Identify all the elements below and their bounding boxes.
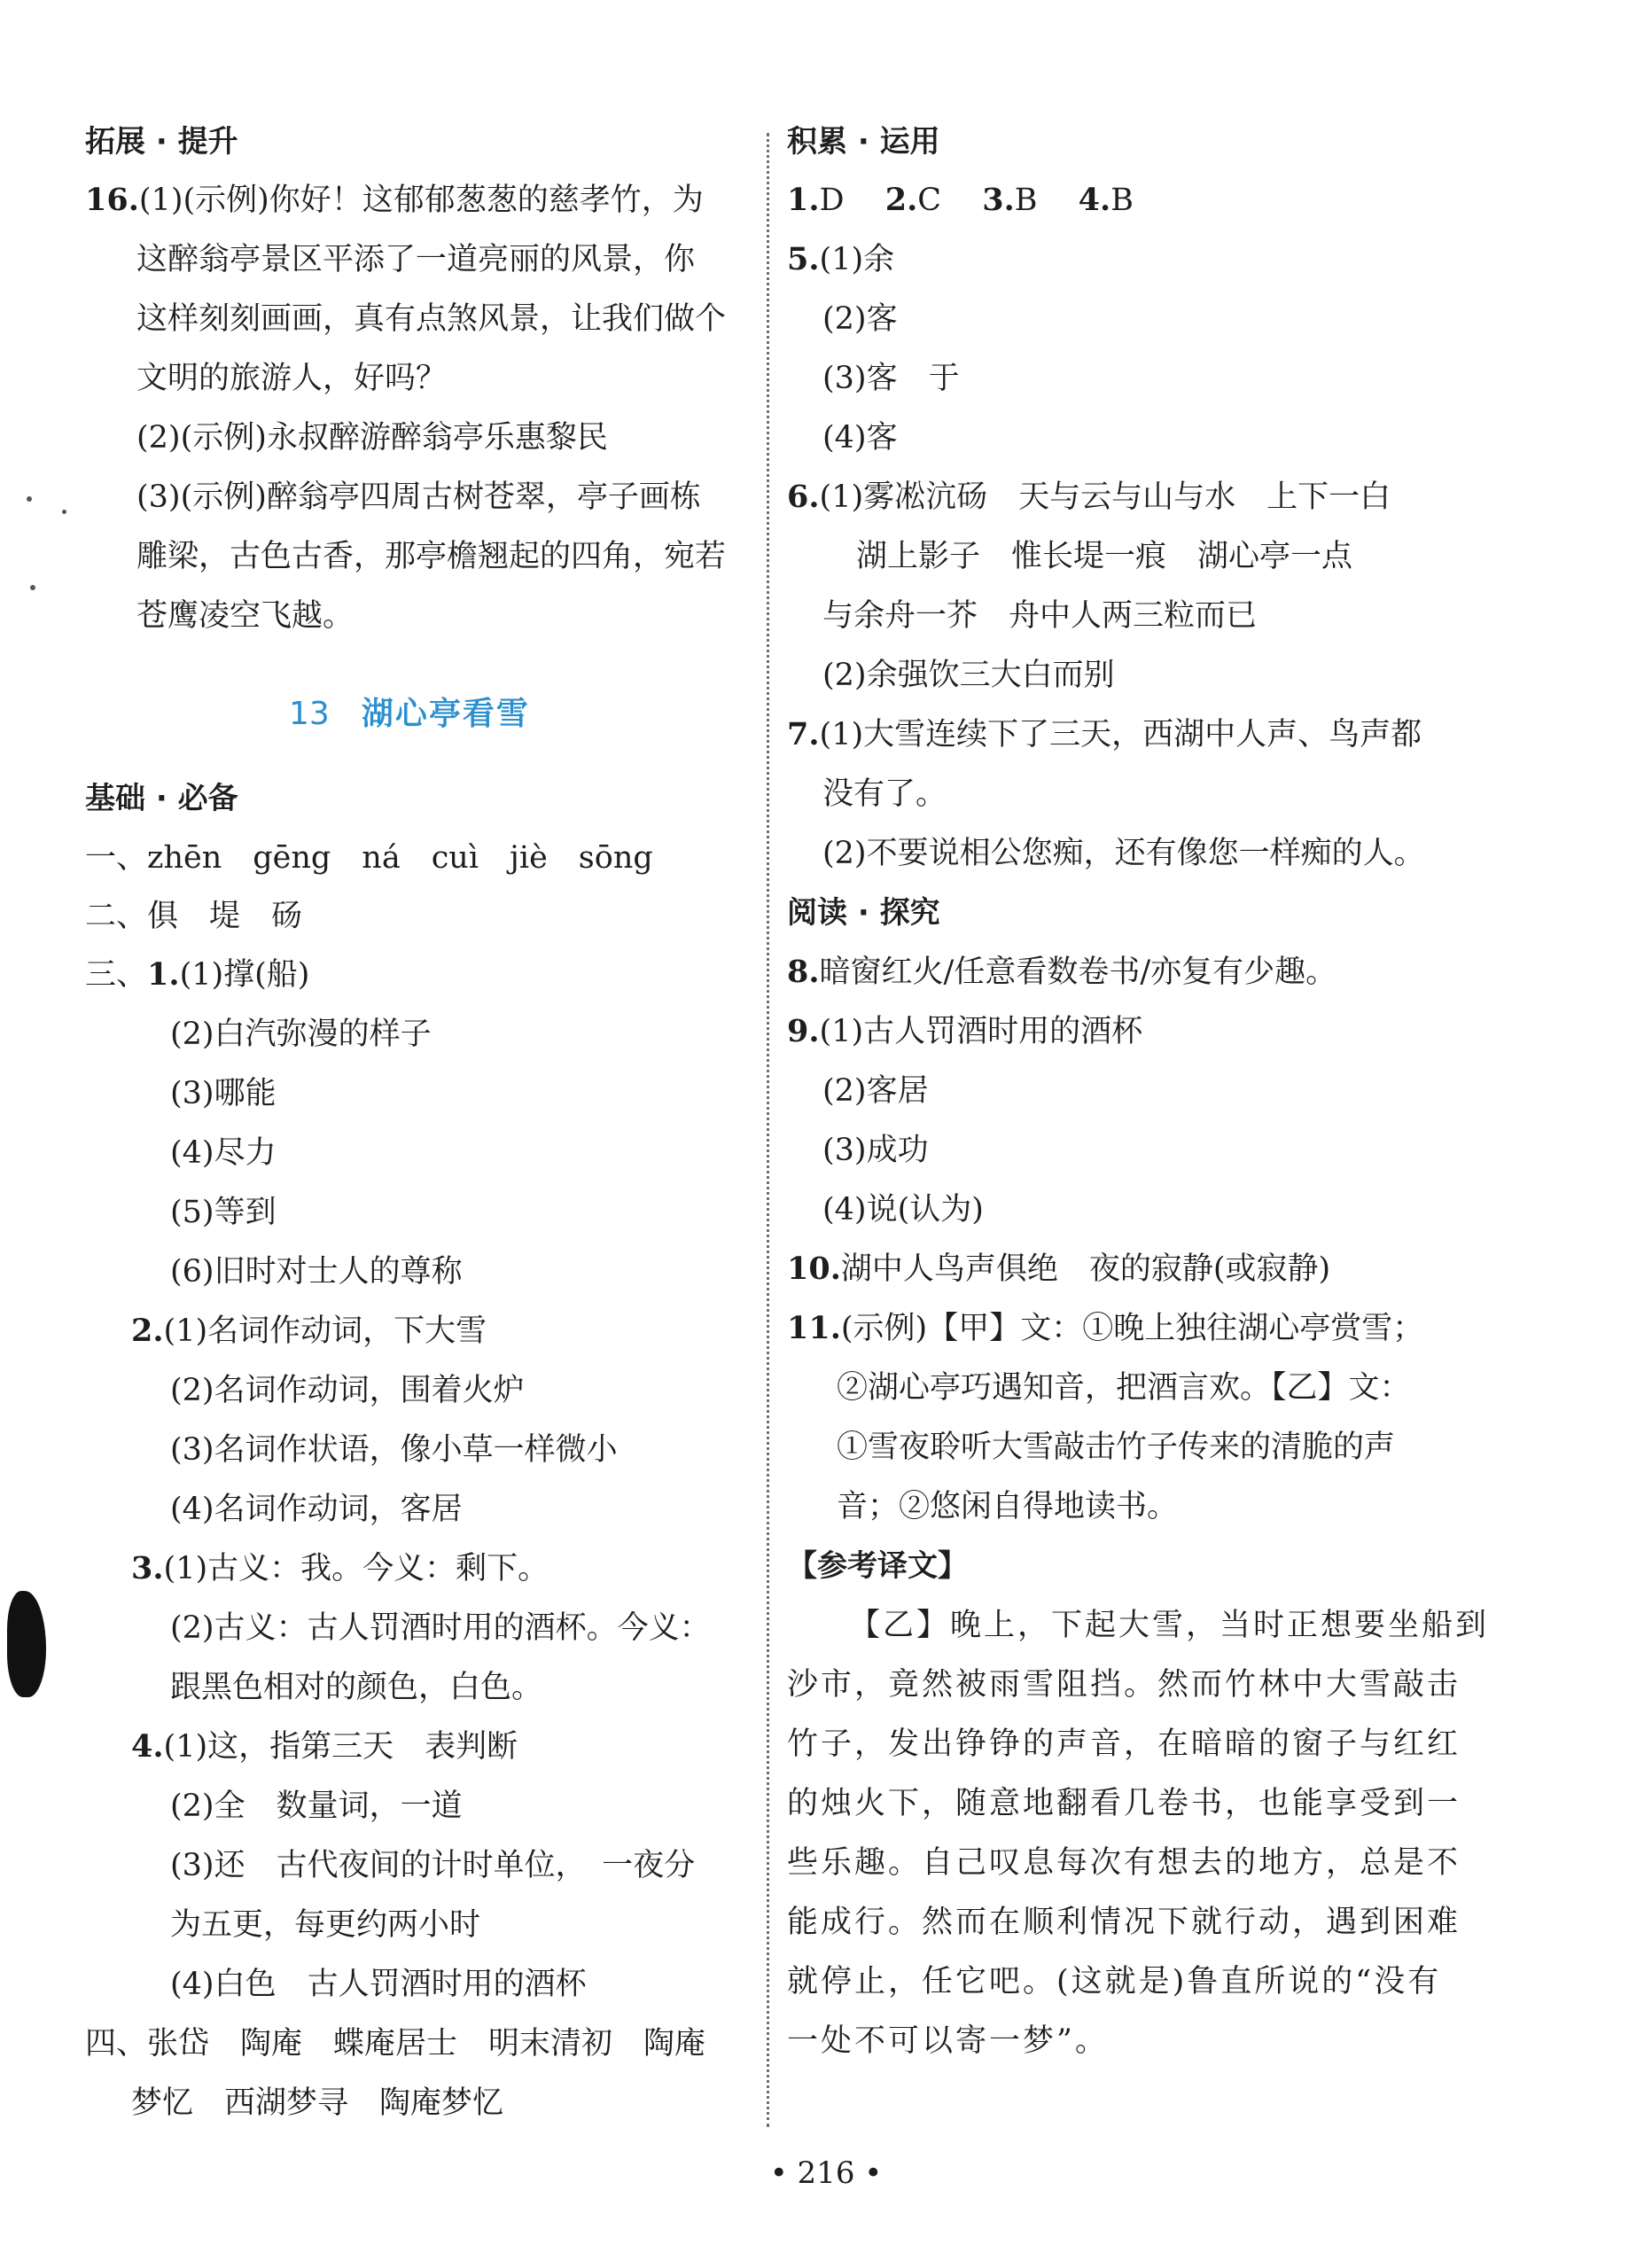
san-q1-item: (6)旧时对士人的尊称: [170, 1254, 463, 1290]
q7-line: (2)不要说相公您痴，还有像您一样痴的人。: [822, 836, 1425, 871]
q6-line: 与余舟一芥 舟中人两三粒而已: [822, 598, 1258, 634]
question-number: 10.: [787, 1251, 841, 1287]
q7-line: 没有了。: [822, 776, 947, 812]
san-q1-item: (4)尽力: [170, 1135, 277, 1171]
question-number: 1.: [787, 182, 820, 218]
q7-line: [787, 715, 1422, 754]
question-number: 5.: [787, 241, 820, 277]
q10-line: [787, 1250, 1330, 1289]
q9-item: (3)成功: [822, 1133, 929, 1168]
san-q4-item: (4)白色 古人罚酒时用的酒杯: [170, 1967, 587, 2002]
question-number: 3.: [131, 1550, 164, 1586]
question-number: 16.: [85, 182, 139, 218]
translation-line: 一处不可以寄一梦”。: [787, 2023, 1109, 2059]
san-q4-line: [131, 1727, 518, 1766]
q11-line: 音；②悠闲自得地读书。: [837, 1489, 1179, 1524]
q9-line: [787, 1012, 1142, 1051]
san-q2-item: (2)名词作动词，围着火炉: [170, 1373, 525, 1408]
san-q2-item: (3)名词作状语，像小草一样微小: [170, 1432, 618, 1468]
translation-line: 竹子，发出铮铮的声音，在暗暗的窗子与红红: [787, 1726, 1461, 1762]
translation-line: 能成行。然而在顺利情况下就行动，遇到困难: [787, 1905, 1461, 1940]
san-q1-item: (2)白汽弥漫的样子: [170, 1017, 432, 1052]
answer: B: [1014, 183, 1038, 218]
question-number: 6.: [787, 479, 820, 515]
answer: C: [917, 183, 942, 218]
section-heading-jilei: 积累 · 运用: [787, 124, 940, 160]
q11-line: ①雪夜聆听大雪敲击竹子传来的清脆的声: [837, 1430, 1396, 1465]
q16-line: 这样刻刻画画，真有点煞风景，让我们做个: [136, 301, 727, 337]
line-text: (1)名词作动词，下大雪: [163, 1313, 487, 1349]
san-q3-item: (2)古义：古人罚酒时用的酒杯。今义：: [170, 1610, 711, 1646]
q8-line: [787, 953, 1336, 992]
san-q4-item: (3)还 古代夜间的计时单位， 一夜分: [170, 1848, 696, 1883]
question-number: 3.: [982, 182, 1015, 218]
translation-line: 沙市，竟然被雨雪阻挡。然而竹林中大雪敲击: [787, 1667, 1461, 1703]
chapter-name: 湖心亭看雪: [361, 696, 530, 732]
question-number: 9.: [787, 1013, 820, 1049]
chapter-number: 13: [289, 696, 330, 732]
ink-blot: [7, 1591, 46, 1697]
q5-line: [787, 240, 894, 279]
q16-line: 苍鹰凌空飞越。: [136, 598, 355, 634]
translation-line: 就停止，任它吧。(这就是)鲁直所说的“没有: [787, 1964, 1442, 1999]
line-text: (1)大雪连续下了三天，西湖中人声、鸟声都: [819, 717, 1422, 752]
q16-line: 文明的旅游人，好吗？: [136, 361, 448, 396]
q9-item: (2)客居: [822, 1073, 929, 1109]
question-number: 11.: [787, 1310, 841, 1346]
si-line: 四、张岱 陶庵 蝶庵居士 明末清初 陶庵: [85, 2026, 706, 2061]
line-text: (1)余: [819, 242, 895, 277]
er-line: 二、俱 堤 砀: [85, 899, 303, 934]
answer: B: [1110, 183, 1134, 218]
question-number: 7.: [787, 716, 820, 752]
question-number: 8.: [787, 954, 820, 990]
reference-translation-heading: 【参考译文】: [787, 1548, 968, 1584]
q6-line: (2)余强饮三大白而别: [822, 658, 1115, 693]
line-text: (1)这，指第三天 表判断: [163, 1729, 518, 1765]
san-q3-item: 跟黑色相对的颜色，白色。: [170, 1670, 543, 1705]
q5-item: (2)客: [822, 301, 898, 337]
q16-line: 这醉翁亭景区平添了一道亮丽的风景，你: [136, 242, 696, 277]
line-text: (示例)【甲】文：①晚上独往湖心亭赏雪；: [840, 1311, 1424, 1346]
question-number: 2.: [884, 182, 918, 218]
q1-4-line: [787, 181, 1134, 220]
section-heading-jichu: 基础 · 必备: [85, 781, 238, 816]
q16-line: (2)(示例)永叔醉游醉翁亭乐惠黎民: [136, 420, 608, 456]
column-divider: [767, 133, 769, 2127]
ink-speck: [27, 496, 32, 502]
translation-line: 的烛火下，随意地翻看几卷书，也能享受到一: [787, 1786, 1461, 1821]
q6-line: 湖上影子 惟长堤一痕 湖心亭一点: [856, 539, 1353, 574]
q16-line: [85, 181, 704, 220]
pinyin-line: 一、zhēn gēng ná cuì jiè sōng: [85, 840, 653, 876]
line-text: (1)雾凇沆砀 天与云与山与水 上下一白: [819, 479, 1391, 515]
line-text: (1)撑(船): [179, 957, 310, 993]
question-number: 4.: [131, 1728, 164, 1765]
translation-line: 些乐趣。自己叹息每次有想去的地方，总是不: [787, 1845, 1461, 1881]
si-line: 梦忆 西湖梦寻 陶庵梦忆: [131, 2085, 504, 2121]
q5-item: (4)客: [822, 420, 898, 456]
answer: D: [819, 183, 845, 218]
q16-line: 雕梁，古色古香，那亭檐翘起的四角，宛若: [136, 539, 727, 574]
q11-line: [787, 1309, 1423, 1348]
line-text: (1)古义：我。今义：剩下。: [163, 1551, 549, 1586]
line-text: 湖中人鸟声俱绝 夜的寂静(或寂静): [840, 1251, 1331, 1287]
q5-item: (3)客 于: [822, 361, 960, 396]
ink-speck: [30, 585, 35, 590]
section-heading-yuedu: 阅读 · 探究: [787, 895, 940, 931]
san-q1-item: (3)哪能: [170, 1076, 277, 1111]
question-number: 1.: [147, 956, 180, 993]
san-q2-line: [131, 1312, 487, 1351]
q9-item: (4)说(认为): [822, 1192, 984, 1228]
line-text: (1)(示例)你好！这郁郁葱葱的慈孝竹，为: [138, 183, 704, 218]
line-text: (1)古人罚酒时用的酒杯: [819, 1014, 1143, 1049]
line-text: 暗窗红火/任意看数卷书/亦复有少趣。: [819, 955, 1337, 990]
question-number: 4.: [1078, 182, 1111, 218]
page-number: • 216 •: [769, 2155, 883, 2191]
san-q4-item: (2)全 数量词，一道: [170, 1789, 463, 1824]
question-number: 2.: [131, 1313, 164, 1349]
chapter-title: [289, 694, 530, 735]
q11-line: ②湖心亭巧遇知音，把酒言欢。【乙】文：: [837, 1370, 1411, 1406]
san-q4-item: 为五更，每更约两小时: [170, 1907, 481, 1943]
q16-line: (3)(示例)醉翁亭四周古树苍翠，亭子画栋: [136, 479, 701, 515]
section-prefix: 三、: [85, 957, 148, 993]
san-q3-line: [131, 1549, 549, 1588]
san-q1-item: (5)等到: [170, 1195, 277, 1230]
q6-line: [787, 478, 1391, 517]
san-q2-item: (4)名词作动词，客居: [170, 1492, 463, 1527]
section-heading-tuozhan: 拓展 · 提升: [85, 124, 238, 160]
translation-line: 【乙】晚上，下起大雪，当时正想要坐船到: [849, 1608, 1490, 1643]
ink-speck: [62, 510, 66, 514]
san-q1-line: [85, 955, 309, 994]
